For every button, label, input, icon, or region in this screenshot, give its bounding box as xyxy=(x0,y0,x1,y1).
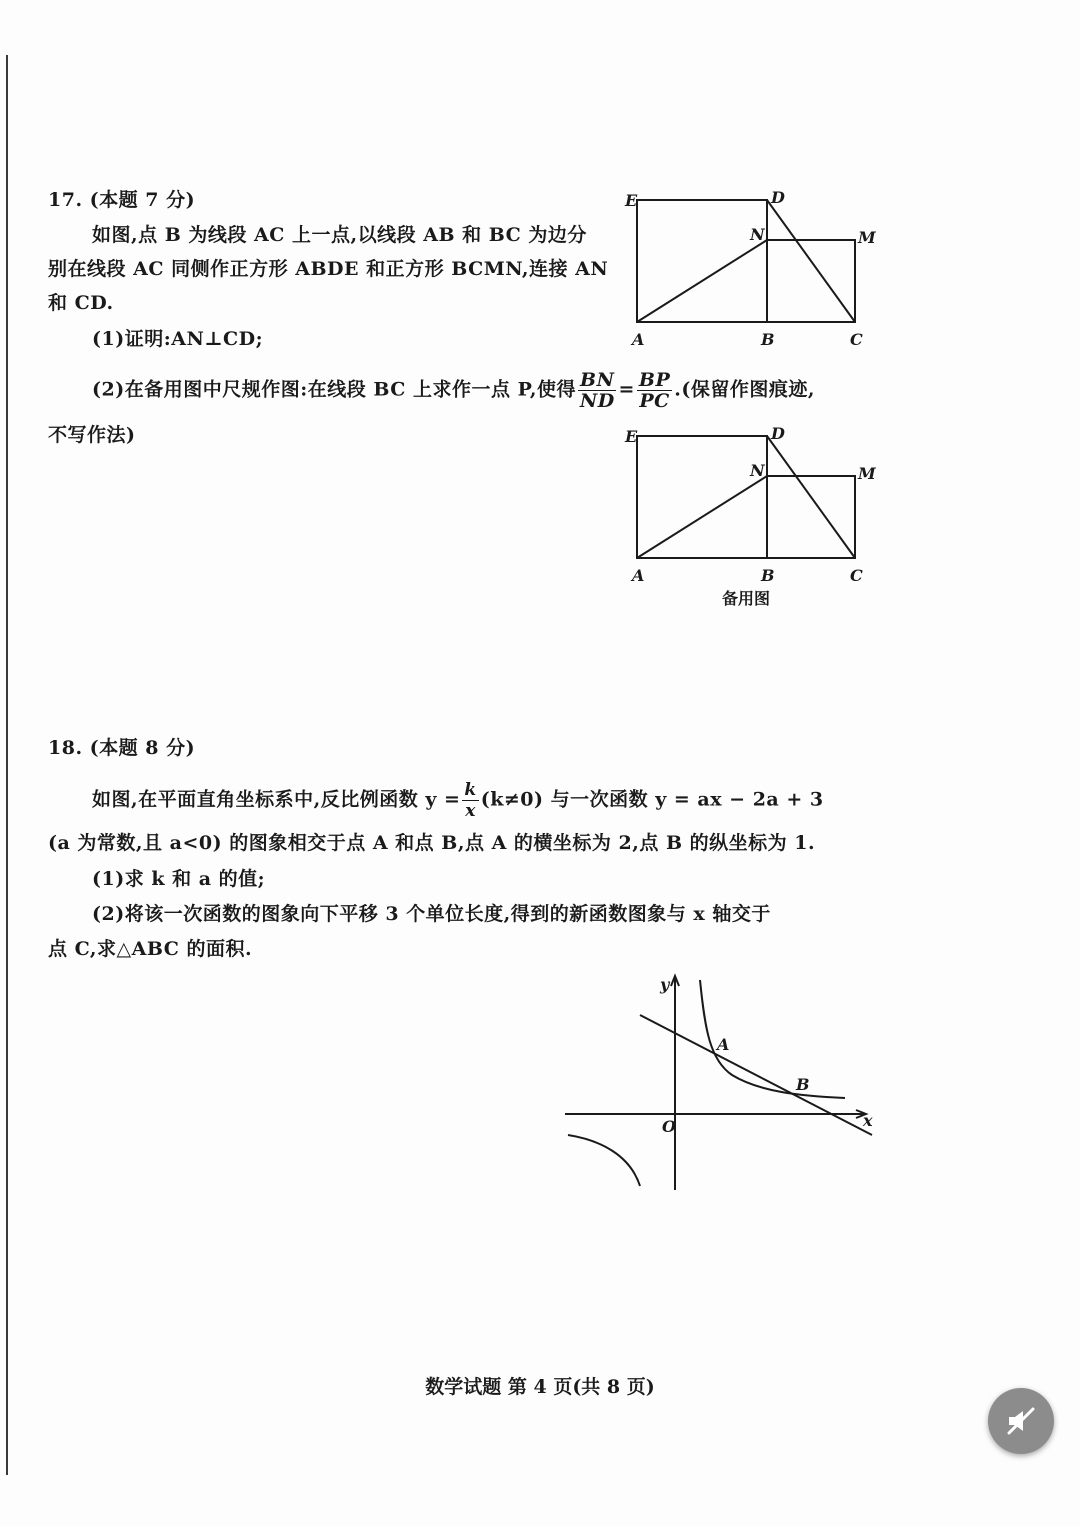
q17-part1: (1)证明:AN⊥CD; xyxy=(92,328,264,350)
q17-frac2-denominator: PC xyxy=(639,390,670,412)
q18-frac-numerator: k xyxy=(464,780,477,800)
q18-header: 18. (本题 8 分) xyxy=(48,737,196,759)
q18-part2-line1: (2)将该一次函数的图象向下平移 3 个单位长度,得到的新函数图象与 x 轴交于 xyxy=(92,903,771,925)
square-abde xyxy=(637,200,767,322)
q17-backup-figure xyxy=(620,420,880,590)
label-point-a: A xyxy=(717,1035,730,1054)
square-bcmn-backup xyxy=(767,476,855,558)
backup-label-a: A xyxy=(632,566,645,585)
q18-coordinate-graph xyxy=(560,970,880,1195)
segment-cd xyxy=(767,200,855,322)
q17-frac1-denominator: ND xyxy=(579,390,615,412)
label-point-b: B xyxy=(796,1075,810,1094)
q18-frac-denominator: x xyxy=(465,801,476,821)
square-abde-backup xyxy=(637,436,767,558)
backup-label-d: D xyxy=(771,424,785,443)
q18-stem-suffix: (k≠0) 与一次函数 y = ax − 2a + 3 xyxy=(480,788,824,811)
backup-label-c: C xyxy=(850,566,863,585)
segment-an-backup xyxy=(637,476,767,558)
label-c: C xyxy=(850,330,863,349)
q18-stem-prefix: 如图,在平面直角坐标系中,反比例函数 y = xyxy=(92,788,461,811)
q17-header: 17. (本题 7 分) xyxy=(48,189,196,211)
backup-label-e: E xyxy=(625,427,638,446)
label-d: D xyxy=(771,188,785,207)
q17-frac1-numerator: BN xyxy=(580,369,615,391)
q17-fraction-bp-pc xyxy=(637,370,672,411)
q17-stem-line2: 别在线段 AC 同侧作正方形 ABDE 和正方形 BCMN,连接 AN xyxy=(48,258,609,280)
q17-part2-suffix: .(保留作图痕迹, xyxy=(674,378,815,401)
label-y-axis: y xyxy=(660,975,670,994)
q18-stem-line1 xyxy=(92,780,824,821)
segment-cd-backup xyxy=(767,436,855,558)
q18-part2-line2: 点 C,求△ABC 的面积. xyxy=(48,938,253,960)
q17-stem-line1: 如图,点 B 为线段 AC 上一点,以线段 AB 和 BC 为边分 xyxy=(92,224,587,246)
q17-part2-prefix: (2)在备用图中尺规作图:在线段 BC 上求作一点 P,使得 xyxy=(92,378,577,401)
q17-part2 xyxy=(92,370,815,411)
q18-fraction-k-over-x xyxy=(462,780,478,821)
backup-label-b: B xyxy=(761,566,775,585)
label-x-axis: x xyxy=(863,1111,873,1130)
mute-speaker-icon xyxy=(1005,1405,1037,1437)
q17-fraction-bn-nd xyxy=(578,370,616,411)
q17-stem-line3: 和 CD. xyxy=(48,292,114,314)
label-m: M xyxy=(858,228,876,247)
page-margin-line xyxy=(6,55,8,1475)
hyperbola-branch-2 xyxy=(568,1135,640,1186)
label-n: N xyxy=(750,225,765,244)
q18-stem-line2: (a 为常数,且 a<0) 的图象相交于点 A 和点 B,点 A 的横坐标为 2,点 B 的纵坐标为 1. xyxy=(48,832,816,854)
page-footer: 数学试题 第 4 页(共 8 页) xyxy=(425,1376,655,1398)
backup-label-m: M xyxy=(858,464,876,483)
q17-equals: = xyxy=(618,378,635,401)
segment-an xyxy=(637,240,767,322)
q17-square-figure xyxy=(620,184,880,354)
backup-figure-caption: 备用图 xyxy=(722,589,771,608)
label-origin: O xyxy=(662,1117,676,1136)
square-bcmn xyxy=(767,240,855,322)
backup-label-n: N xyxy=(750,461,765,480)
label-a: A xyxy=(632,330,645,349)
q18-part1: (1)求 k 和 a 的值; xyxy=(92,868,266,890)
floating-mute-button[interactable] xyxy=(988,1388,1054,1454)
label-e: E xyxy=(625,191,638,210)
q17-frac2-numerator: BP xyxy=(638,369,671,391)
label-b: B xyxy=(761,330,775,349)
q17-part2-line2: 不写作法) xyxy=(48,424,136,446)
